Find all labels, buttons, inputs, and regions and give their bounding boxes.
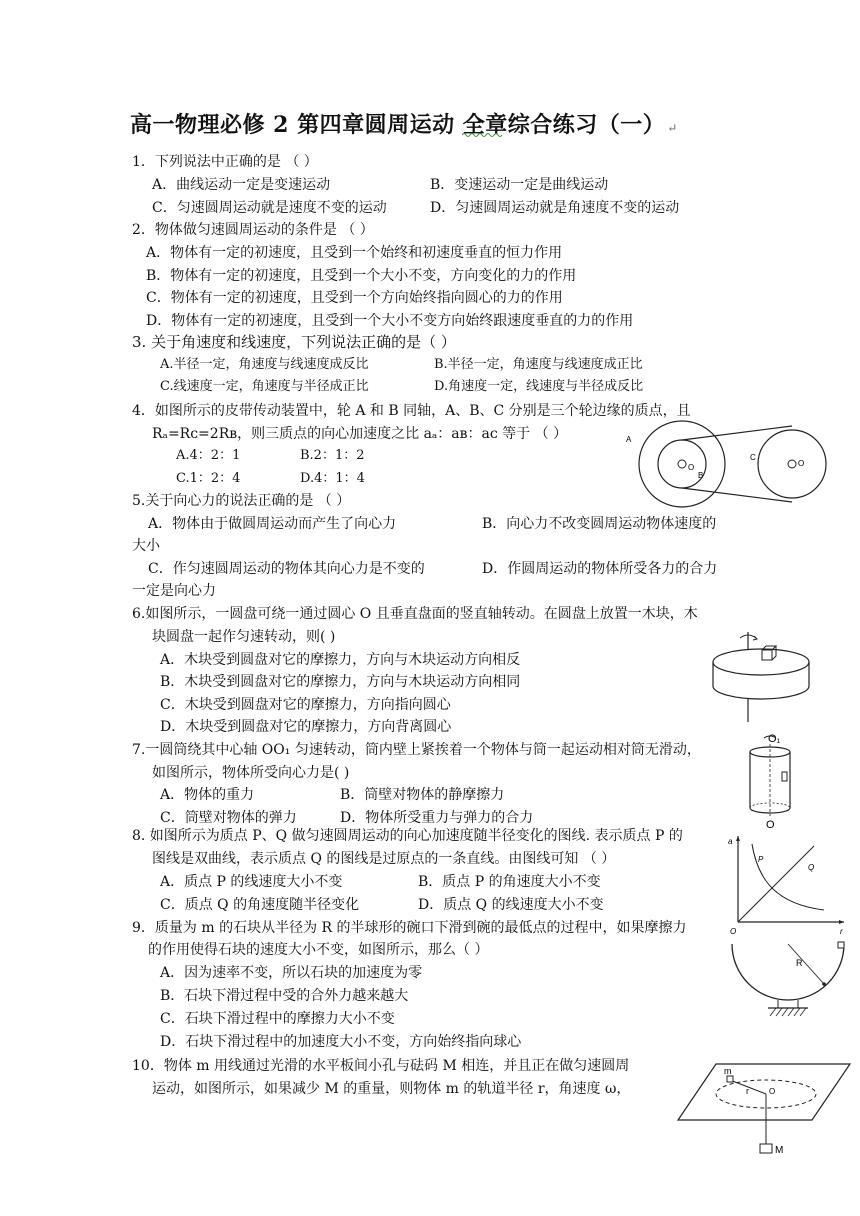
label-origin: O [730,927,737,934]
q6-option-d: D．木块受到圆盘对它的摩擦力，方向背离圆心 [160,719,452,735]
q4-option-a: A.4：2：1 [176,448,241,463]
q5-option-d-line2: 一定是向心力 [132,583,216,599]
q2-stem: 2．物体做匀速圆周运动的条件是 （ ） [132,222,374,238]
q1-stem: 1．下列说法中正确的是 （ ） [132,154,318,170]
q3-option-d: D.角速度一定，线速度与半径成反比 [434,379,644,394]
q3-option-a: A.半径一定，角速度与线速度成反比 [160,357,369,372]
q4-stem-line1: 4．如图所示的皮带传动装置中，轮 A 和 B 同轴，A、B、C 分别是三个轮边缘的质点，且 [132,403,691,419]
q6-stem-line2: 块圆盘一起作匀速转动，则( ) [152,629,336,645]
label-r: r [840,927,843,934]
q1-option-c: C．匀速圆周运动就是速度不变的运动 [152,200,387,216]
belt-top [682,426,792,440]
q9-option-d: D．石块下滑过程中的加速度大小不变，方向始终指向球心 [160,1034,522,1050]
q2-option-a: A．物体有一定的初速度，且受到一个始终和初速度垂直的恒力作用 [146,245,563,261]
q7-option-c: C．筒壁对物体的弹力 [160,810,297,826]
curve-p [752,844,824,910]
label-p: P [758,855,764,864]
q1-option-a: A．曲线运动一定是变速运动 [152,177,331,193]
q5-option-b-line1: B．向心力不改变圆周运动物体速度的 [482,516,717,532]
bowl-figure [726,936,852,1022]
label-q: Q [808,863,815,872]
q7-option-b: B．筒壁对物体的静摩擦力 [340,787,505,803]
title-text: 高一物理必修 2 第四章圆周运动 全章综合练习（一） [130,112,666,138]
q4-option-d: D.4：1：4 [300,471,365,486]
wheel-c [758,430,826,498]
q6-stem-line1: 6.如图所示，一圆盘可绕一通过圆心 O 且垂直盘面的竖直轴转动。在圆盘上放置一木块，木 [132,606,698,622]
q5-option-a: A．物体由于做圆周运动而产生了向心力 [148,516,397,532]
q9-option-a: A．因为速率不变，所以石块的加速度为零 [160,965,423,981]
block [762,650,772,660]
spell-underline [462,132,504,138]
stone [838,942,844,948]
q7-option-d: D．物体所受重力与弹力的合力 [340,810,534,826]
wheel-a [639,421,725,507]
return-mark: ↵ [667,121,678,135]
q6-option-b: B．木块受到圆盘对它的摩擦力，方向与木块运动方向相同 [160,674,521,690]
label-o: O [766,819,775,830]
belt-bottom [682,488,792,502]
label-b: B [698,471,704,480]
q1-option-d: D．匀速圆周运动就是角速度不变的运动 [430,200,680,216]
q2-option-c: C．物体有一定的初速度，且受到一个方向始终指向圆心的力的作用 [146,290,563,306]
bowl [732,944,844,1000]
label-o: O [769,1087,776,1096]
q8-option-d: D．质点 Q 的线速度大小不变 [418,897,604,913]
q9-option-b: B．石块下滑过程中受的合外力越来越大 [160,988,409,1004]
page-title [130,108,678,139]
belt-drive-figure [620,418,840,510]
radius-line [788,944,824,984]
q4-option-c: C.1：2：4 [176,471,241,486]
q4-option-b: B.2：1：2 [300,448,365,463]
q2-option-b: B．物体有一定的初速度，且受到一个大小不变，方向变化的力的作用 [146,268,577,284]
board-mass-figure [676,1062,852,1162]
q9-stem-line1: 9．质量为 m 的石块从半径为 R 的半球形的碗口下滑到碗的最低点的过程中，如果摩擦力 [132,920,687,936]
mass-m [727,1076,733,1082]
q9-option-c: C．石块下滑过程中的摩擦力大小不变 [160,1011,395,1027]
q7-option-a: A．物体的重力 [160,787,255,803]
acceleration-radius-graph [728,830,852,934]
q10-stem-line1: 10．物体 m 用线通过光滑的水平板间小孔与砝码 M 相连，并且正在做匀速圆周 [132,1058,630,1074]
q3-option-c: C.线速度一定，角速度与半径成正比 [160,379,369,394]
disk-top [713,649,809,675]
object [782,772,787,781]
rotating-cylinder-figure [740,730,796,830]
label-r: r [746,1086,749,1096]
q8-option-b: B．质点 P 的角速度大小不变 [418,874,601,890]
q2-option-d: D．物体有一定的初速度，且受到一个大小不变方向始终跟速度垂直的力的作用 [146,313,634,329]
label-big-m: M [775,1145,784,1156]
label-r: R [796,958,803,968]
q5-option-b-line2: 大小 [132,538,160,554]
label-c: C [750,453,756,462]
weight-m-big [760,1144,772,1153]
q8-stem-line1: 8. 如图所示为质点 P、Q 做匀速圆周运动的向心加速度随半径变化的图线. 表示质点 P 的 [132,828,683,844]
q3-stem: 3. 关于角速度和线速度，下列说法正确的是（ ） [132,333,456,351]
q8-stem-line2: 图线是双曲线，表示质点 Q 的图线是过原点的一条直线。由图线可知 （ ） [152,851,616,867]
q4-stem-line2: Rₐ=Rᴄ=2Rʙ，则三质点的向心加速度之比 aₐ：aʙ：aᴄ 等于 （ ） [152,426,568,442]
board [678,1064,850,1120]
q1-option-b: B．变速运动一定是曲线运动 [430,177,609,193]
label-a: a [728,837,733,846]
q6-option-a: A．木块受到圆盘对它的摩擦力，方向与木块运动方向相反 [160,652,521,668]
q5-stem: 5.关于向心力的说法正确的是 （ ） [132,493,351,509]
label-m: m [724,1066,732,1076]
q9-stem-line2: 的作用使得石块的速度大小不变，如图所示，那么（ ） [148,942,489,958]
rotating-disk-figure [706,628,826,726]
line-q [738,846,814,922]
q5-option-d-line1: D．作圆周运动的物体所受各力的合力 [482,561,718,577]
q3-option-b: B.半径一定，角速度与线速度成正比 [434,357,643,372]
q10-stem-line2: 运动，如图所示，如果减少 M 的重量，则物体 m 的轨道半径 r，角速度 ω， [152,1081,631,1097]
wheel-b [658,440,706,488]
label-o1: O [688,463,695,472]
q6-option-c: C．木块受到圆盘对它的摩擦力，方向指向圆心 [160,697,451,713]
q8-option-a: A．质点 P 的线速度大小不变 [160,874,343,890]
q7-stem-line1: 7.一圆筒绕其中心轴 OO₁ 匀速转动，筒内壁上紧挨着一个物体与筒一起运动相对筒无滑动， [132,742,701,758]
q8-option-c: C．质点 Q 的角速度随半径变化 [160,897,360,913]
q7-stem-line2: 如图所示，物体所受向心力是( ) [152,765,350,781]
label-o1: O₁ [768,733,781,745]
q5-option-c: C．作匀速圆周运动的物体其向心力是不变的 [148,561,425,577]
label-o2: O [798,459,805,468]
label-a: A [626,435,632,444]
